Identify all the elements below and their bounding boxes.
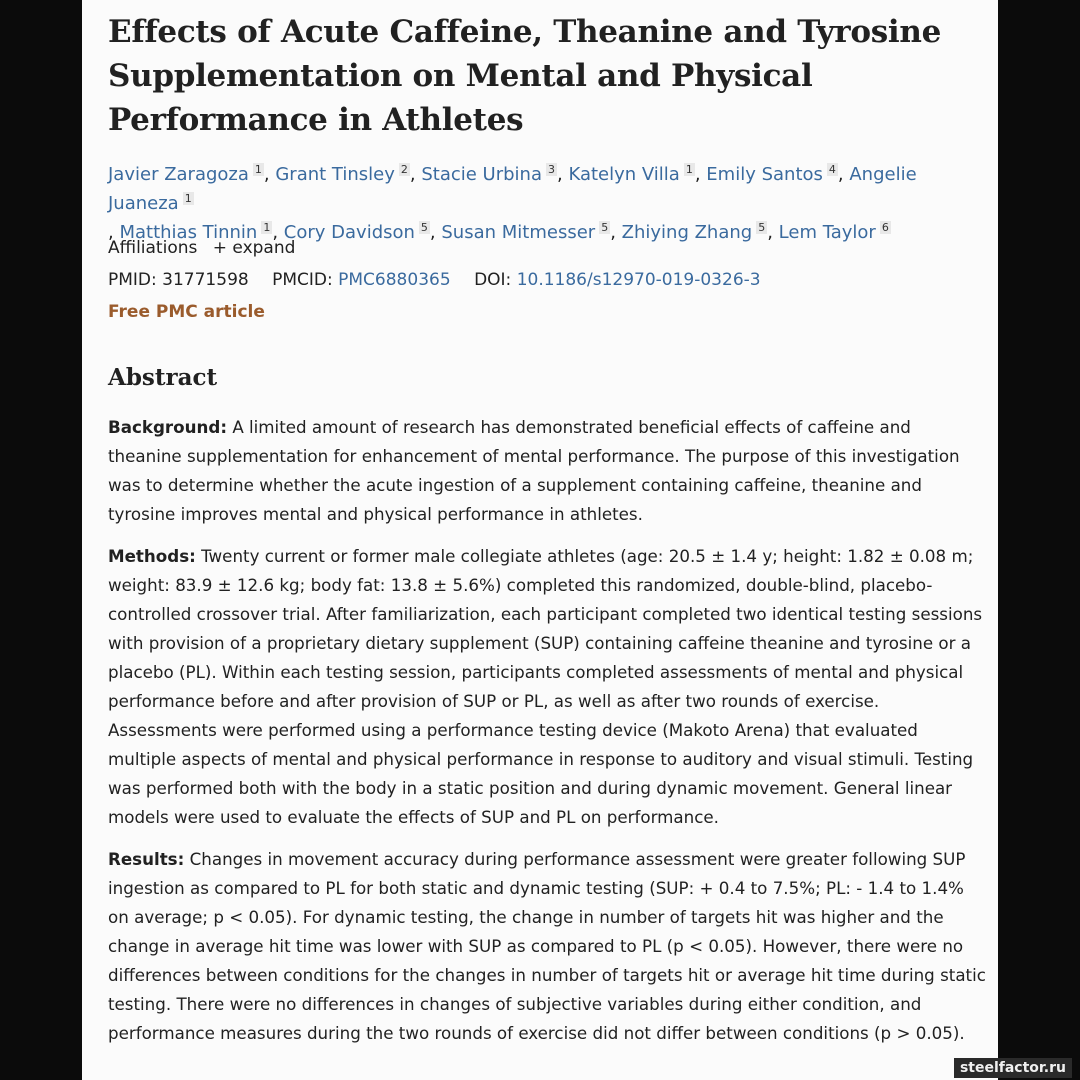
- methods-label: Methods:: [108, 546, 196, 566]
- affiliation-number[interactable]: 1: [254, 163, 262, 176]
- author-link[interactable]: [421, 164, 557, 185]
- abstract-results: [108, 845, 988, 1048]
- affiliation-number[interactable]: 1: [184, 192, 192, 205]
- affiliations-label: Affiliations: [108, 238, 198, 258]
- author-name: Grant Tinsley: [275, 164, 395, 185]
- author-name: Zhiying Zhang: [621, 222, 753, 243]
- background-text: A limited amount of research has demonstrated beneficial effects of caffeine and theanine supplementation for enhancement of mental performance. The purpose of this investigation was to determine whether the acute ingestion of a supplement containing caffeine, theanine and tyrosine improves mental and physical performance in athletes.: [108, 417, 960, 524]
- results-text: Changes in movement accuracy during performance assessment were greater following SUP ingestion as compared to PL for both static and dynamic testing (SUP: + 0.4 to 7.5%; PL: - 1.4 to 1.4% on average; p < 0.05). For dynamic testing, the change in number of targets hit was higher and the change in average hit time was lower with SUP as compared to PL (p < 0.05). However, there were no differences between conditions for the changes in number of targets hit or average hit time during static testing. There were no differences in changes of subjective variables during either condition, and performance measures during the two rounds of exercise did not differ between conditions (p > 0.05).: [108, 849, 986, 1043]
- author-link[interactable]: [706, 164, 838, 185]
- pmid-value: 31771598: [162, 270, 249, 290]
- author-link[interactable]: [779, 222, 891, 243]
- pmcid-label: PMCID:: [272, 270, 333, 290]
- background-label: Background:: [108, 417, 227, 437]
- affiliation-number[interactable]: 5: [601, 221, 609, 234]
- affiliation-number[interactable]: 5: [420, 221, 428, 234]
- author-name: Matthias Tinnin: [119, 222, 258, 243]
- results-label: Results:: [108, 849, 185, 869]
- free-pmc-article-link[interactable]: Free PMC article: [108, 302, 265, 322]
- author-link[interactable]: [275, 164, 410, 185]
- affiliation-number[interactable]: 5: [758, 221, 766, 234]
- article-page: [82, 0, 998, 1080]
- expand-affiliations-button[interactable]: + expand: [212, 238, 296, 258]
- affiliations-row: [108, 235, 295, 261]
- abstract-heading: Abstract: [108, 364, 218, 391]
- pmid-label: PMID:: [108, 270, 157, 290]
- author-name: Lem Taylor: [778, 222, 876, 243]
- author-link[interactable]: [622, 222, 768, 243]
- author-name: Angelie Juaneza: [108, 164, 917, 214]
- abstract-methods: [108, 542, 988, 832]
- author-link[interactable]: [568, 164, 694, 185]
- author-list: Javier Zaragoza $^1$ , Grant Tinsley $^2$ , Stacie Urbina $^3$ , Katelyn Villa $^1$ , Emily Santos $^4$ , Angelie Juaneza $^1$ , Matthias Tinnin $^1$ , Cory Davidson $^5$ , Susan Mitmesser $^5$ , Zhiying Zhang $^5$ , Lem Taylor $^6$: [108, 163, 917, 243]
- watermark: steelfactor.ru: [954, 1058, 1072, 1078]
- author-name: Stacie Urbina: [421, 164, 542, 185]
- identifiers-row: [108, 267, 761, 293]
- author-link[interactable]: [441, 222, 610, 243]
- author-link[interactable]: [108, 164, 264, 185]
- doi-link[interactable]: 10.1186/s12970-019-0326-3: [516, 270, 761, 290]
- author-name: Susan Mitmesser: [441, 222, 596, 243]
- author-name: Cory Davidson: [283, 222, 415, 243]
- affiliation-number[interactable]: 6: [881, 221, 889, 234]
- author-link[interactable]: [284, 222, 430, 243]
- author-name: Javier Zaragoza: [108, 164, 249, 185]
- author-name: Katelyn Villa: [568, 164, 680, 185]
- affiliation-number[interactable]: 2: [400, 163, 408, 176]
- affiliation-number[interactable]: 1: [685, 163, 693, 176]
- affiliation-number[interactable]: 1: [263, 221, 271, 234]
- pmcid-link[interactable]: PMC6880365: [338, 270, 451, 290]
- abstract-background: [108, 413, 988, 529]
- author-name: Emily Santos: [706, 164, 823, 185]
- methods-text: Twenty current or former male collegiate athletes (age: 20.5 ± 1.4 y; height: 1.82 ± 0.08 m; weight: 83.9 ± 12.6 kg; body fat: 13.8 ± 5.6%) completed this randomized, double-blind, placebo-controlled crossover trial. After familiarization, each participant completed two identical testing sessions with provision of a proprietary dietary supplement (SUP) containing caffeine theanine and tyrosine or a placebo (PL). Within each testing session, participants completed assessments of mental and physical performance before and after provision of SUP or PL, as well as after two rounds of exercise. Assessments were performed using a performance testing device (Makoto Arena) that evaluated multiple aspects of mental and physical performance in response to auditory and visual stimuli. Testing was performed both with the body in a static position and during dynamic movement. General linear models were used to evaluate the effects of SUP and PL on performance.: [108, 546, 983, 827]
- doi-label: DOI:: [474, 270, 512, 290]
- article-title: Effects of Acute Caffeine, Theanine and Tyrosine Supplementation on Mental and Physical Performance in Athletes: [108, 14, 941, 138]
- affiliation-number[interactable]: 4: [828, 163, 836, 176]
- affiliation-number[interactable]: 3: [548, 163, 555, 176]
